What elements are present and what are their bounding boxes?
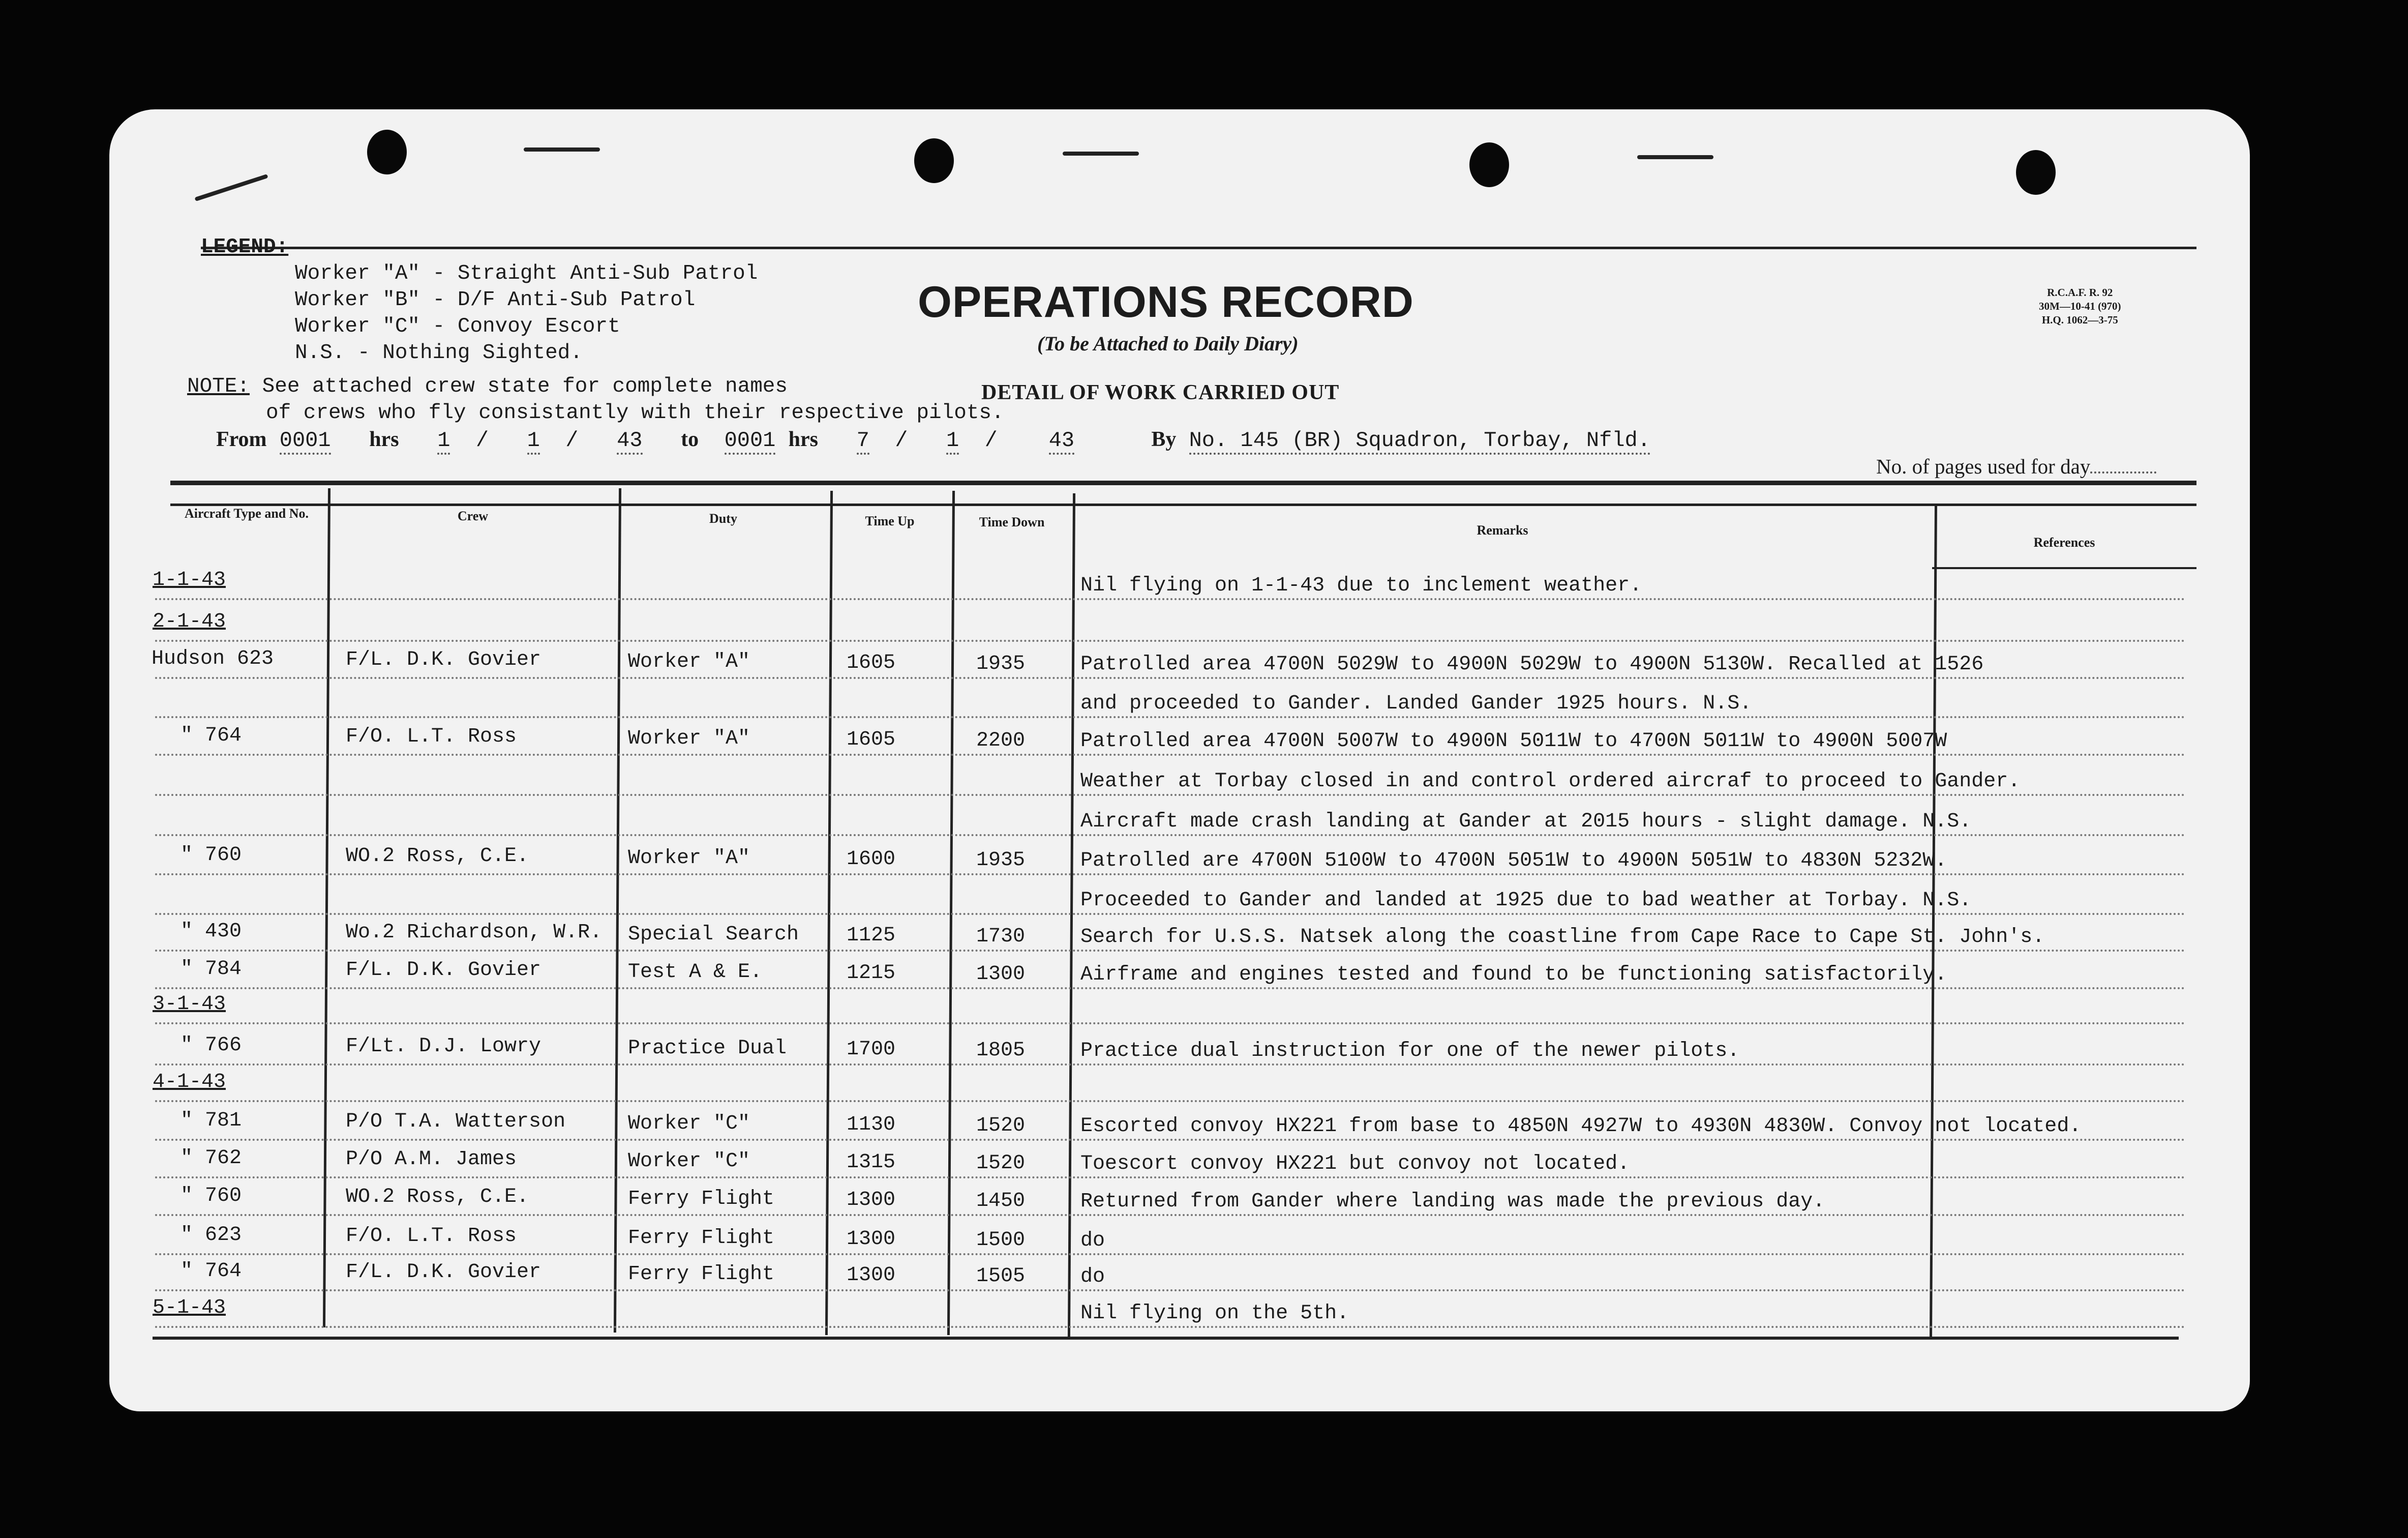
row-crew: P/O T.A. Watterson [346,1110,566,1134]
row-duty: Worker "A" [628,846,750,870]
table-bottom-rule [153,1337,2179,1340]
row-remarks: Patrolled area 4700N 5007W to 4900N 5011W to 4700N 5011W to 4900N 5007W [1080,729,1947,753]
row-date: 2-1-43 [153,610,226,633]
binder-mark [1063,152,1139,156]
row-time-down: 2200 [976,729,1026,752]
binder-hole [2016,150,2056,195]
row-duty: Ferry Flight [628,1187,775,1210]
row-remarks: do [1080,1229,1105,1252]
binder-mark [524,147,600,152]
note [187,373,1004,426]
col-header-crew: Crew [457,509,489,523]
row-remarks: Practice dual instruction for one of the newer pilots. [1080,1039,1740,1062]
row-aircraft: Hudson 623 [152,647,274,670]
table-header-rule [170,504,2196,506]
row-time-down: 1505 [976,1264,1026,1288]
row-remarks: Airframe and engines tested and found to be functioning satisfactorily. [1080,963,1947,986]
row-aircraft: " 784 [180,958,242,981]
col-header-time-down: Time Down [979,515,1045,529]
row-time-down: 1935 [976,652,1026,675]
binder-mark [1637,155,1713,159]
row-duty: Worker "C" [628,1112,750,1135]
row-divider [155,716,2186,718]
row-divider [155,1176,2186,1178]
row-crew: P/O A.M. James [346,1148,517,1171]
row-date: 3-1-43 [153,993,226,1016]
row-aircraft: " 760 [180,1185,242,1208]
row-remarks: and proceeded to Gander. Landed Gander 1925 hours. N.S. [1080,692,1752,715]
row-duty: Worker "C" [628,1149,750,1173]
row-aircraft: " 760 [180,844,242,867]
col-header-references: References [2033,535,2095,550]
col-header-time-up: Time Up [865,514,915,528]
row-time-up: 1300 [847,1228,896,1251]
row-remarks: Escorted convoy HX221 from base to 4850N 4927W to 4930N 4830W. Convoy not located. [1080,1114,2082,1138]
col-header-aircraft: Aircraft Type and No. [184,506,309,521]
row-crew: F/L. D.K. Govier [346,1261,541,1284]
row-crew: Wo.2 Richardson, W.R. [346,921,603,944]
row-crew: F/L. D.K. Govier [346,648,541,672]
legend-item: N.S. - Nothing Sighted. [295,341,583,365]
row-time-down: 1730 [976,925,1026,948]
row-duty: Ferry Flight [628,1262,775,1286]
row-duty: Worker "A" [628,650,750,673]
row-divider [155,1139,2186,1141]
row-divider [155,754,2186,756]
row-crew: F/L. D.K. Govier [346,959,541,982]
row-remarks: Weather at Torbay closed in and control ordered aircraf to proceed to Gander. [1080,770,2021,793]
row-crew: WO.2 Ross, C.E. [346,1186,529,1209]
row-aircraft: " 764 [180,724,242,748]
row-divider [155,1100,2186,1102]
row-crew: F/O. L.T. Ross [346,1225,517,1248]
row-divider [155,1289,2186,1291]
row-duty: Special Search [628,923,799,946]
row-divider [155,1253,2186,1255]
row-time-up: 1215 [847,962,896,985]
row-divider [155,987,2186,989]
row-remarks: Toescort convoy HX221 but convoy not located. [1080,1152,1630,1175]
row-aircraft: " 762 [180,1147,242,1170]
row-time-up: 1605 [847,728,896,752]
note-line: See attached crew state for complete names [250,375,788,398]
row-time-up: 1300 [847,1189,896,1212]
row-remarks: Proceeded to Gander and landed at 1925 due to bad weather at Torbay. N.S. [1080,889,1972,912]
row-crew: F/O. L.T. Ross [346,725,517,749]
row-divider [155,1214,2186,1216]
row-time-down: 1805 [976,1039,1026,1062]
legend-heading: LEGEND: [201,235,289,259]
row-divider [155,640,2186,642]
row-time-down: 1500 [976,1228,1026,1252]
row-duty: Test A & E. [628,960,763,984]
row-aircraft: " 430 [180,920,242,943]
row-date: 4-1-43 [153,1071,226,1093]
form-title: OPERATIONS RECORD [918,278,1414,327]
row-divider [155,794,2186,796]
note-line: of crews who fly consistantly with their respective pilots. [266,401,1004,425]
row-duty: Worker "A" [628,727,750,750]
binder-hole [1469,142,1509,187]
row-remarks: Nil flying on the 5th. [1080,1302,1349,1325]
row-aircraft: " 623 [180,1224,242,1247]
row-remarks: do [1080,1265,1105,1288]
legend [201,234,758,366]
row-divider [155,1022,2186,1024]
row-divider [155,1326,2186,1328]
row-date: 1-1-43 [153,569,226,591]
note-label: NOTE: [187,375,250,398]
row-time-up: 1315 [847,1151,896,1174]
row-time-down: 1300 [976,962,1026,986]
squadron-unit: No. 145 (BR) Squadron, Torbay, Nfld. [1189,428,1650,455]
legend-item: Worker "A" - Straight Anti-Sub Patrol [295,262,758,285]
pages-used: No. of pages used for day [1876,454,2156,479]
row-time-down: 1450 [976,1189,1026,1212]
row-divider [155,677,2186,679]
binder-hole [367,130,407,174]
row-time-up: 1605 [847,652,896,675]
form-subtitle: (To be Attached to Daily Diary) [1037,332,1299,355]
row-time-down: 1520 [976,1151,1026,1175]
binder-hole [914,138,954,183]
row-time-up: 1130 [847,1113,896,1137]
row-time-up: 1600 [847,848,896,871]
row-aircraft: " 766 [180,1034,242,1057]
row-time-down: 1935 [976,848,1026,872]
row-remarks: Patrolled are 4700N 5100W to 4700N 5051W to 4900N 5051W to 4830N 5232W. [1080,849,1947,872]
row-divider [155,950,2186,952]
col-header-remarks: Remarks [1477,523,1528,538]
row-divider [155,598,2186,600]
row-remarks: Search for U.S.S. Natsek along the coastline from Cape Race to Cape St. John's. [1080,925,2045,949]
row-crew: F/Lt. D.J. Lowry [346,1035,541,1058]
row-time-up: 1700 [847,1038,896,1061]
row-time-down: 1520 [976,1114,1026,1137]
row-time-up: 1300 [847,1264,896,1287]
row-aircraft: " 764 [180,1260,242,1283]
row-duty: Practice Dual [628,1037,787,1060]
row-divider [155,913,2186,915]
row-crew: WO.2 Ross, C.E. [346,845,529,868]
form-code: R.C.A.F. R. 92 30M—10-41 (970) H.Q. 1062—3-75 [2039,286,2121,326]
row-divider [155,1063,2186,1066]
row-aircraft: " 781 [180,1109,242,1133]
table-top-rule [170,481,2196,485]
detail-heading: DETAIL OF WORK CARRIED OUT [981,381,1340,404]
legend-item: Worker "B" - D/F Anti-Sub Patrol [295,288,696,312]
references-header-rule [1932,567,2196,569]
row-remarks: Aircraft made crash landing at Gander at 2015 hours - slight damage. N.S. [1080,810,1972,833]
period-line: From 0001 hrs 1 / 1 / 43 to 0001 hrs 7 / 1 / 43 By No. 145 (BR) Squadron, Torbay, Nfld. [216,427,1650,453]
row-remarks: Nil flying on 1-1-43 due to inclement weather. [1080,574,1642,597]
col-header-duty: Duty [709,511,737,526]
row-date: 5-1-43 [153,1296,226,1319]
row-remarks: Returned from Gander where landing was made the previous day. [1080,1190,1825,1213]
legend-item: Worker "C" - Convoy Escort [295,315,620,338]
row-divider [155,834,2186,836]
row-divider [155,873,2186,875]
row-remarks: Patrolled area 4700N 5029W to 4900N 5029W to 4900N 5130W. Recalled at 1526 [1080,653,1984,676]
row-duty: Ferry Flight [628,1226,775,1250]
row-time-up: 1125 [847,924,896,948]
